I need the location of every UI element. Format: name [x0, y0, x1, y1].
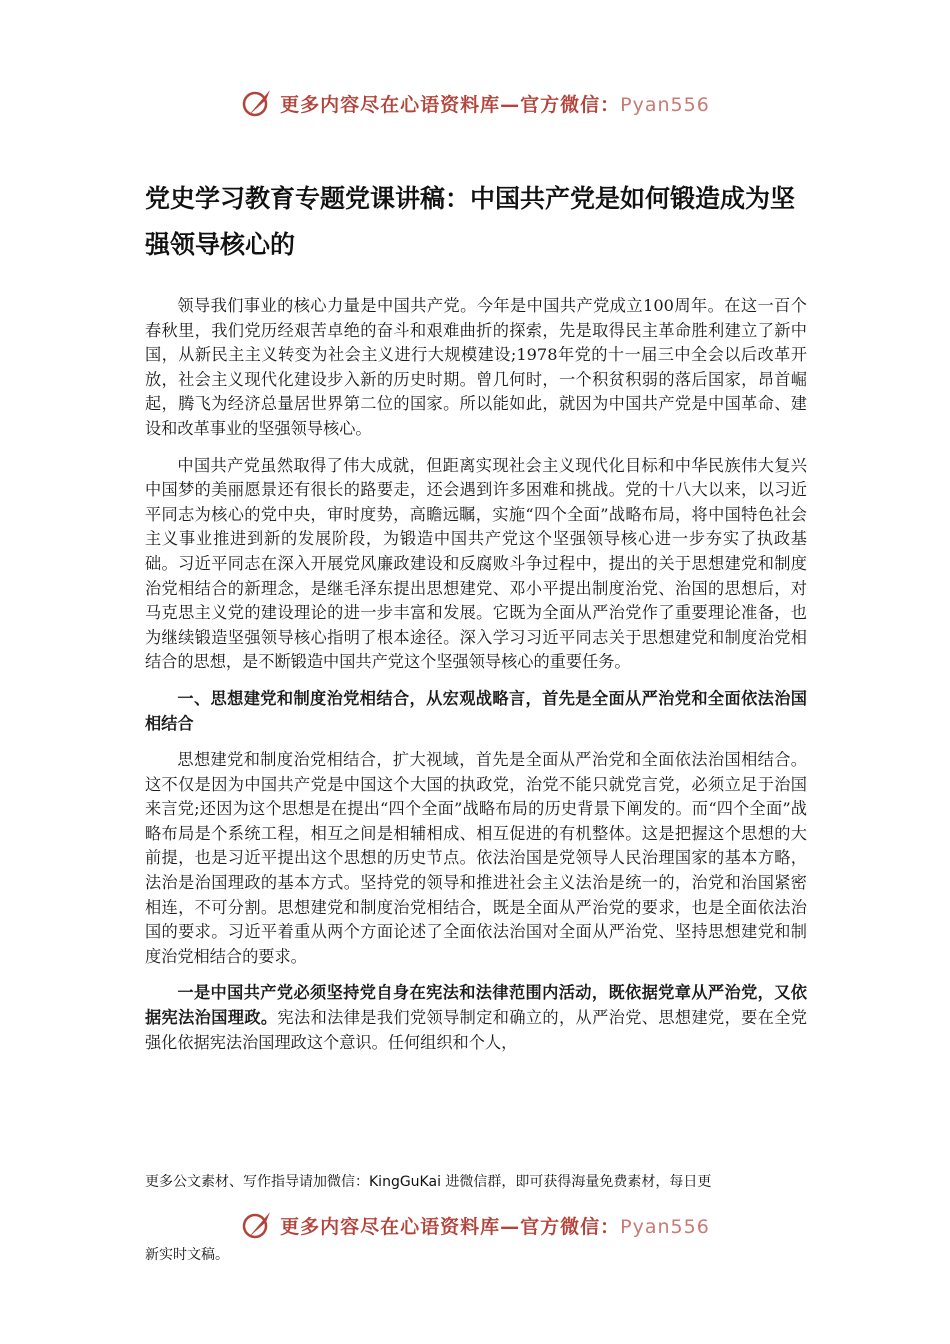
- quill-logo-icon: [240, 86, 274, 120]
- point-1-text: 宪法和法律是我们党领导制定和确立的，从严治党、思想建党，要在全党强化依据宪法治国理政这个意识。任何组织和个人，: [145, 1008, 808, 1052]
- article-title: 党史学习教育专题党课讲稿：中国共产党是如何锻造成为坚强领导核心的: [145, 184, 796, 259]
- watermark-text: 更多内容尽在心语资料库—官方微信：Pyan556: [280, 93, 710, 116]
- header-watermark: [0, 86, 950, 120]
- point-1-bold: 一是中国共产党必须坚持党自身在宪法和法律范围内活动，既依据党章从严治党，又依据宪法治国理政。: [145, 983, 807, 1028]
- footer-note: 更多公文素材、写作指导请加微信：KingGuKai 进微信群，即可获得海量免费素材，每日更: [145, 1174, 712, 1190]
- paragraph-3: 思想建党和制度治党相结合，扩大视域，首先是全面从严治党和全面依法治国相结合。这不仅是因为中国共产党是中国这个大国的执政党，治党不能只就党言党，必须立足于治国来言党;还因为这个思想是在提出“四个全面”战略布局的历史背景下阐发的。而“四个全面”战略布局是个系统工程，相互之间是相辅相成、相互促进的有机整体。这是把握这个思想的大前提，也是习近平提出这个思想的历史节点。依法治国是党领导人民治理国家的基本方略，法治是治国理政的基本方式。坚持党的领导和推进社会主义法治是统一的，治党和治国紧密相连，不可分割。思想建党和制度治党相结合，既是全面从严治党的要求，也是全面依法治国的要求。习近平着重从两个方面论述了全面依法治国对全面从严治党、坚持思想建党和制度治党相结合的要求。: [145, 750, 807, 966]
- footer-watermark: [0, 1208, 950, 1242]
- section-heading-1: 一、思想建党和制度治党相结合，从宏观战略言，首先是全面从严治党和全面依法治国相结合: [145, 688, 807, 733]
- article: [145, 176, 807, 1067]
- paragraph-4: [145, 981, 807, 1055]
- paragraph-2: 中国共产党虽然取得了伟大成就，但距离实现社会主义现代化目标和中华民族伟大复兴中国梦的美丽愿景还有很长的路要走，还会遇到许多困难和挑战。党的十八大以来，以习近平同志为核心的党中央，审时度势，高瞻远瞩，实施“四个全面”战略布局，将中国特色社会主义事业推进到新的发展阶段，为锻造中国共产党这个坚强领导核心进一步夯实了执政基础。习近平同志在深入开展党风廉政建设和反腐败斗争过程中，提出的关于思想建党和制度治党相结合的新理念，是继毛泽东提出思想建党、邓小平提出制度治党、治国的思想后，对马克思主义党的建设理论的进一步丰富和发展。它既为全面从严治党作了重要理论准备，也为继续锻造坚强领导核心指明了根本途径。深入学习习近平同志关于思想建党和制度治党相结合的思想，是不断锻造中国共产党这个坚强领导核心的重要任务。: [145, 455, 807, 672]
- watermark-text: 更多内容尽在心语资料库—官方微信：Pyan556: [280, 1215, 710, 1238]
- quill-logo-icon: [240, 1208, 274, 1242]
- footer-note-tail: 新实时文稿。: [145, 1247, 229, 1263]
- paragraph-1: 领导我们事业的核心力量是中国共产党。今年是中国共产党成立100周年。在这一百个春秋里，我们党历经艰苦卓绝的奋斗和艰难曲折的探索，先是取得民主革命胜利建立了新中国，从新民主主义转变为社会主义进行大规模建设;1978年党的十一届三中全会以后改革开放，社会主义现代化建设步入新的历史时期。曾几何时，一个积贫积弱的落后国家，昂首崛起，腾飞为经济总量居世界第二位的国家。所以能如此，就因为中国共产党是中国革命、建设和改革事业的坚强领导核心。: [145, 296, 807, 438]
